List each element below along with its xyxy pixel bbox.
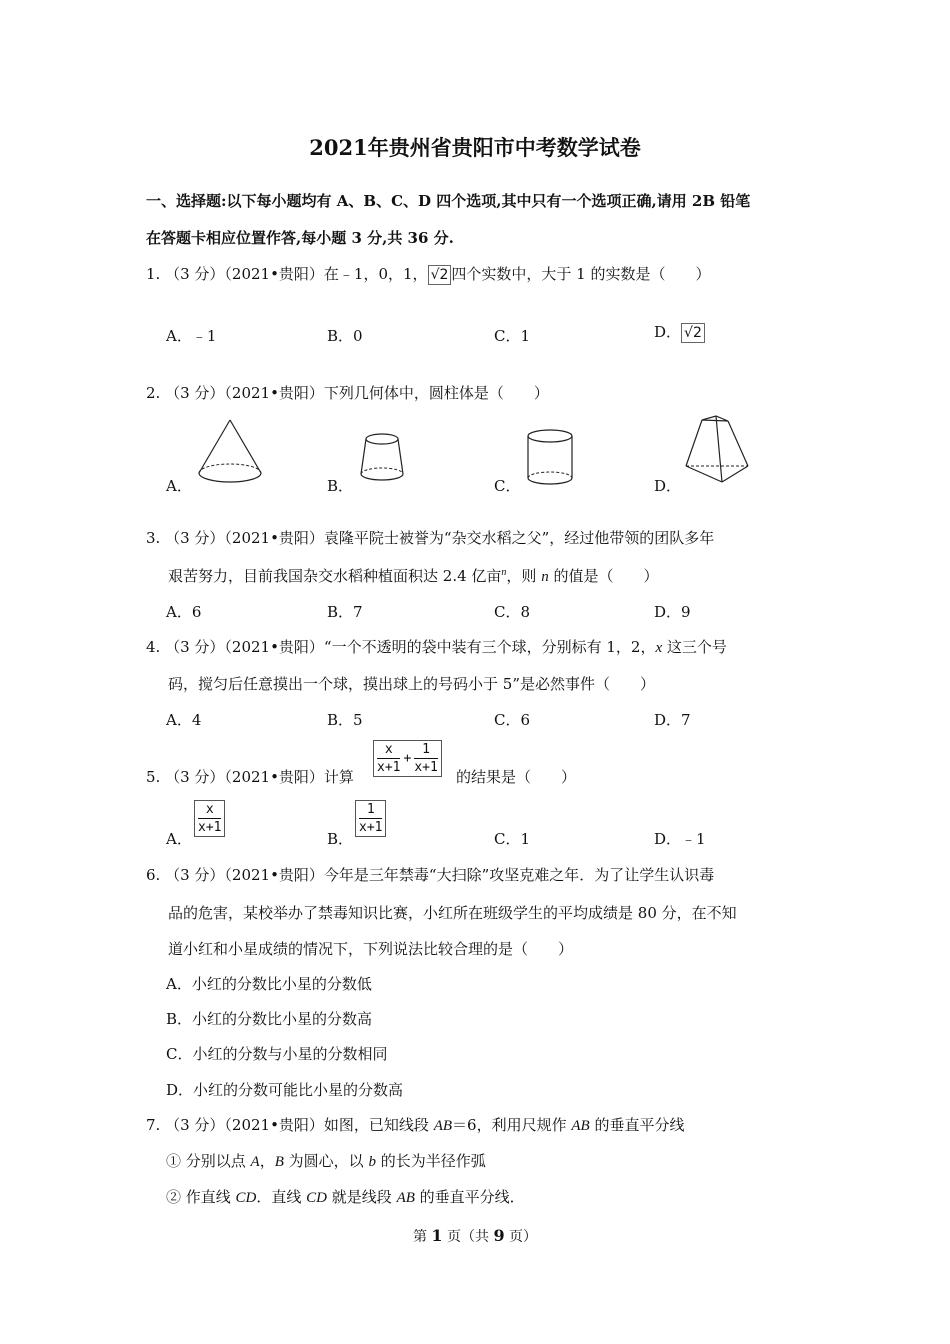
footer-suffix: 页） <box>504 1229 538 1245</box>
q1-option-b: B．0 <box>327 327 363 345</box>
q7-number: 7. <box>146 1116 161 1134</box>
fraction-formula <box>355 800 386 837</box>
q5-option-a <box>194 800 225 837</box>
q7-step1-c: 为圆心，以 <box>283 1152 369 1170</box>
q5-option-d: D．﹣1 <box>654 830 706 848</box>
q5-option-b <box>355 800 386 837</box>
q7-line1-a: （3 分）（2021•贵阳）如图，已知线段 <box>165 1116 434 1134</box>
option-a-denominator: x+1 <box>198 820 222 835</box>
q4-option-a: A．4 <box>166 711 202 729</box>
q5-expression <box>373 740 442 777</box>
footer-prefix: 第 <box>412 1229 432 1245</box>
q2-number: 2. <box>146 384 161 402</box>
q6-line2: 品的危害，某校举办了禁毒知识比赛，小红所在班级学生的平均成绩是 80 分，在不知 <box>168 904 737 922</box>
question-4 <box>146 636 727 657</box>
q3-option-b: B．7 <box>327 603 363 621</box>
q3-line1: （3 分）（2021•贵阳）袁隆平院士被誉为“杂交水稻之父”，经过他带领的团队多年 <box>165 529 715 547</box>
q2-option-a: A． <box>166 477 192 495</box>
point-b: B <box>274 1154 284 1170</box>
q4-number: 4. <box>146 638 161 656</box>
q7-step2-b: ．直线 <box>256 1188 307 1206</box>
sqrt2-formula: √2 <box>428 265 452 285</box>
q5-text-b: 的结果是（ ） <box>456 768 577 786</box>
point-a: A <box>250 1154 260 1170</box>
q1-option-a: A．﹣1 <box>166 327 217 345</box>
section-heading-line1: 一、选择题:以下每小题均有 A、B、C、D 四个选项,其中只有一个选项正确,请用 2B 铅笔 <box>146 192 751 210</box>
fraction-formula <box>194 800 225 837</box>
q2-option-b: B． <box>327 477 354 495</box>
q1-option-d-label: D． <box>654 323 682 341</box>
fraction-1-denominator: x+1 <box>377 760 401 775</box>
q1-option-c: C．1 <box>494 327 531 345</box>
q7-line1-c: 的垂直平分线 <box>589 1116 685 1134</box>
q6-line3: 道小红和小星成绩的情况下，下列说法比较合理的是（ ） <box>168 940 574 958</box>
option-b-numerator: 1 <box>366 802 375 817</box>
question-1 <box>146 263 710 285</box>
q4-option-c: C．6 <box>494 711 531 729</box>
variable-n: n <box>541 569 549 585</box>
segment-ab: AB <box>396 1190 415 1206</box>
fraction-1 <box>374 741 403 776</box>
q4-line2: 码，搅匀后任意摸出一个球，摸出球上的号码小于 5”是必然事件（ ） <box>168 675 655 693</box>
fraction-1-numerator: x <box>384 742 393 757</box>
q5-option-b-label: B． <box>327 830 354 848</box>
q6-option-b: B．小红的分数比小星的分数高 <box>166 1010 373 1028</box>
q1-text-b: 四个实数中，大于 1 的实数是（ ） <box>451 265 711 283</box>
q1-number: 1. <box>146 265 161 283</box>
question-7 <box>146 1114 684 1135</box>
length-b: b <box>368 1154 376 1170</box>
q5-option-c: C．1 <box>494 830 531 848</box>
section-heading-line2: 在答题卡相应位置作答,每小题 3 分,共 36 分. <box>146 229 454 247</box>
cone-figure <box>196 418 266 488</box>
q2-option-d: D． <box>654 477 682 495</box>
question-5 <box>146 766 354 787</box>
footer-mid: 页（共 <box>442 1229 494 1245</box>
q1-text-a: （3 分）（2021•贵阳）在﹣1，0，1， <box>165 265 428 283</box>
q7-step2-a: ② 作直线 <box>166 1188 236 1206</box>
q4-line1-a: （3 分）（2021•贵阳）“一个不透明的袋中装有三个球，分别标有 1，2， <box>165 638 656 656</box>
q7-step2-d: 的垂直平分线． <box>414 1188 525 1206</box>
fraction-2-numerator: 1 <box>422 742 430 757</box>
q7-step1-d: 的长为半径作弧 <box>375 1152 486 1170</box>
q3-line2 <box>168 565 658 586</box>
plus-sign: + <box>403 751 412 766</box>
sqrt2-formula: √2 <box>681 323 705 343</box>
q7-step2 <box>166 1186 525 1207</box>
q3-line2-a: 艰苦努力，目前我国杂交水稻种植面积达 2.4 亿亩 <box>168 567 502 585</box>
q3-line2-c: 的值是（ ） <box>548 567 659 585</box>
question-6 <box>146 864 714 885</box>
fraction-2-denominator: x+1 <box>414 760 438 775</box>
q2-option-c: C． <box>494 477 521 495</box>
q7-step2-c: 就是线段 <box>327 1188 397 1206</box>
page-footer <box>0 1226 950 1246</box>
line-cd: CD <box>235 1190 257 1206</box>
q3-number: 3. <box>146 529 161 547</box>
q1-option-d <box>654 321 705 343</box>
q5-text-a: （3 分）（2021•贵阳）计算 <box>165 768 354 786</box>
segment-ab: AB <box>433 1118 453 1134</box>
fraction-sum-formula <box>373 740 442 777</box>
option-a-numerator: x <box>205 802 214 817</box>
q5-number: 5. <box>146 768 161 786</box>
q6-option-c: C．小红的分数与小星的分数相同 <box>166 1045 388 1063</box>
q7-step1 <box>166 1150 486 1171</box>
q2-text: （3 分）（2021•贵阳）下列几何体中，圆柱体是（ ） <box>165 384 549 402</box>
q5-option-a-label: A． <box>166 830 192 848</box>
question-3 <box>146 527 714 548</box>
frustum-figure <box>357 432 407 484</box>
line-cd: CD <box>306 1190 328 1206</box>
q3-option-a: A．6 <box>166 603 202 621</box>
q7-line1-b: ＝6，利用尺规作 <box>452 1116 572 1134</box>
q4-option-d: D．7 <box>654 711 691 729</box>
q7-step1-b: ， <box>259 1152 275 1170</box>
total-pages: 9 <box>493 1226 505 1245</box>
q6-line1: （3 分）（2021•贵阳）今年是三年禁毒“大扫除”攻坚克难之年．为了让学生认识毒 <box>165 866 715 884</box>
q6-option-d: D．小红的分数可能比小星的分数高 <box>166 1081 404 1099</box>
q3-option-c: C．8 <box>494 603 531 621</box>
q4-option-b: B．5 <box>327 711 363 729</box>
exponent-n: n <box>501 567 507 578</box>
q6-option-a: A．小红的分数比小星的分数低 <box>166 975 372 993</box>
q3-option-d: D．9 <box>654 603 691 621</box>
cylinder-figure <box>524 428 576 488</box>
page-number: 1 <box>431 1226 443 1245</box>
q3-line2-b: ，则 <box>506 567 542 585</box>
question-2 <box>146 382 549 403</box>
fraction-2 <box>411 741 440 776</box>
q7-step1-a: ① 分别以点 <box>166 1152 251 1170</box>
segment-ab: AB <box>571 1118 590 1134</box>
page-title: 2021年贵州省贵阳市中考数学试卷 <box>309 135 641 160</box>
q4-line1-b: 这三个号 <box>662 638 727 656</box>
option-b-denominator: x+1 <box>359 820 383 835</box>
pyramid-frustum-figure <box>682 414 754 486</box>
q6-number: 6. <box>146 866 161 884</box>
variable-x: x <box>655 640 663 656</box>
